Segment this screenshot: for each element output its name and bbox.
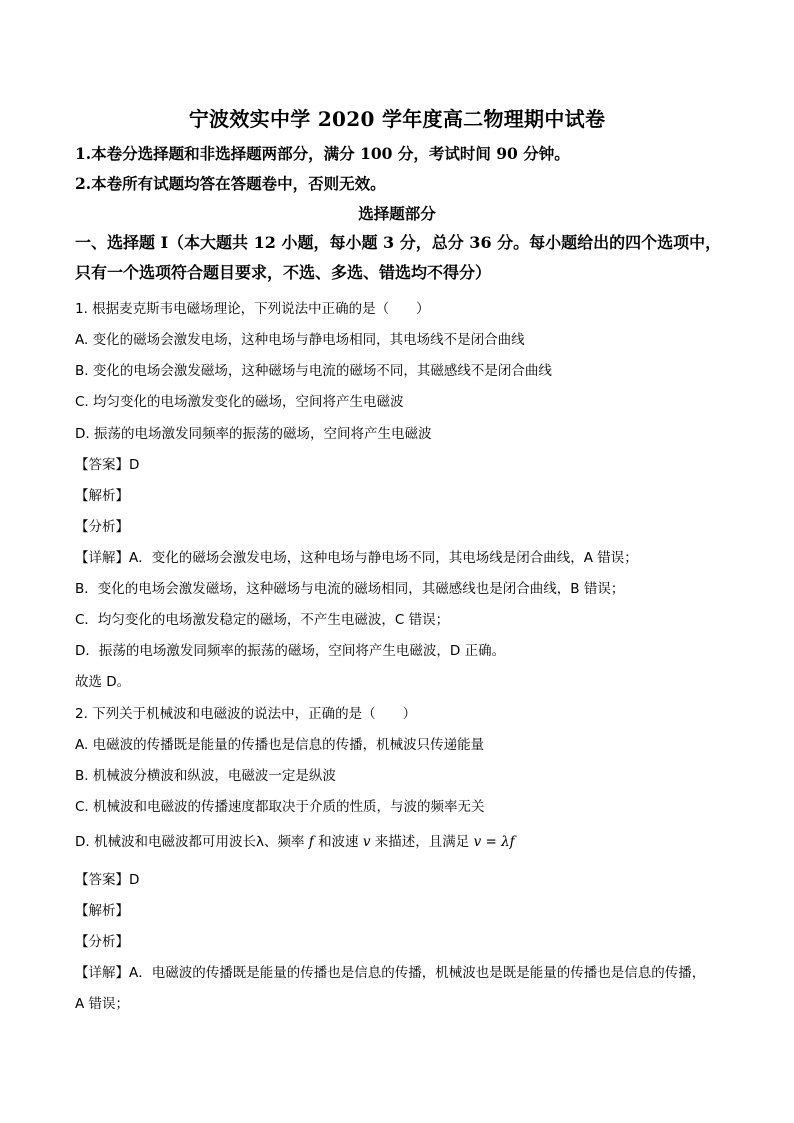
q1-detail-2: B．变化的电场会激发磁场，这种磁场与电流的磁场相同，其磁感线也是闭合曲线，B 错误； <box>75 581 625 597</box>
q1-option-c: C. 均匀变化的电场激发变化的磁场，空间将产生电磁波 <box>75 394 404 410</box>
q2-detail-1: 【详解】A．电磁波的传播既是能量的传播也是信息的传播，机械波也是既是能量的传播也是信息的传播， <box>75 965 706 981</box>
instruction-note-2: 2.本卷所有试题均答在答题卷中，否则无效。 <box>75 174 386 193</box>
q2-fenxi-label: 【分析】 <box>75 934 129 950</box>
q2-detail-2: A 错误； <box>75 996 130 1012</box>
instruction-note-1: 1.本卷分选择题和非选择题两部分，满分 100 分，考试时间 90 分钟。 <box>75 144 570 163</box>
q2-option-d <box>75 830 515 850</box>
section-title: 选择题部分 <box>358 204 436 223</box>
q2-stem: 2. 下列关于机械波和电磁波的说法中，正确的是（ ） <box>75 706 417 722</box>
q2-option-d-v: v <box>362 834 371 850</box>
q2-option-a: A. 电磁波的传播既是能量的传播也是信息的传播，机械波只传递能量 <box>75 737 485 753</box>
q2-option-d-mid: 和波速 <box>318 834 359 850</box>
q1-stem: 1. 根据麦克斯韦电磁场理论，下列说法中正确的是（ ） <box>75 301 430 317</box>
q2-option-d-tail: 来描述，且满足 <box>374 834 470 850</box>
q1-conclusion: 故选 D。 <box>75 674 131 690</box>
q2-answer: 【答案】D <box>75 872 140 888</box>
page-title: 宁波效实中学 2020 学年度高二物理期中试卷 <box>188 107 606 131</box>
part-heading: 一、选择题 I（本大题共 12 小题，每小题 3 分，总分 36 分。每小题给出的四个选项中，只有一个选项符合题目要求，不选、多选、错选均不得分） <box>75 233 722 282</box>
q2-option-b: B. 机械波分横波和纵波，电磁波一定是纵波 <box>75 768 336 784</box>
q2-option-d-f: f <box>308 834 314 850</box>
q2-option-c: C. 机械波和电磁波的传播速度都取决于介质的性质，与波的频率无关 <box>75 799 485 815</box>
q2-analysis-label: 【解析】 <box>75 903 129 919</box>
q2-option-d-prefix: D. 机械波和电磁波都可用波长λ、频率 <box>75 834 305 850</box>
q1-option-d: D. 振荡的电场激发同频率的振荡的磁场，空间将产生电磁波 <box>75 426 432 442</box>
q1-option-a: A. 变化的磁场会激发电场，这种电场与静电场相同，其电场线不是闭合曲线 <box>75 332 525 348</box>
q2-option-d-formula: v = λf <box>473 834 515 850</box>
q1-option-b: B. 变化的电场会激发磁场，这种磁场与电流的磁场不同，其磁感线不是闭合曲线 <box>75 363 552 379</box>
q1-analysis-label: 【解析】 <box>75 488 129 504</box>
q1-detail-4: D．振荡的电场激发同频率的振荡的磁场，空间将产生电磁波，D 正确。 <box>75 643 506 659</box>
q1-answer: 【答案】D <box>75 457 140 473</box>
q1-detail-3: C．均匀变化的电场激发稳定的磁场，不产生电磁波，C 错误； <box>75 612 450 628</box>
q1-detail-1: 【详解】A．变化的磁场会激发电场，这种电场与静电场不同，其电场线是闭合曲线，A 错误； <box>75 550 638 566</box>
q1-fenxi-label: 【分析】 <box>75 519 129 535</box>
